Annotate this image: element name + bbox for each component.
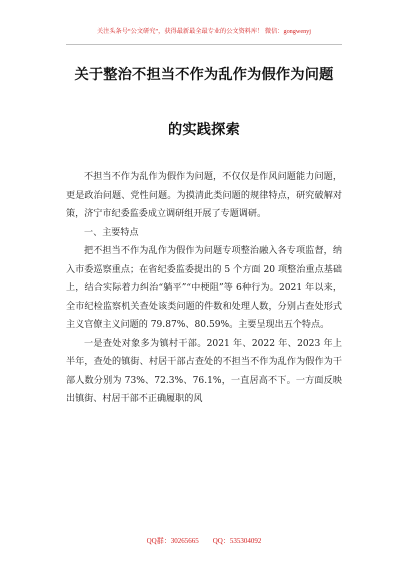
paragraph-intro: 不担当不作为乱作为假作为问题，不仅仅是作风问题能力问题，更是政治问题、党性问题。为摸清此类问题的规律特点，研究破解对策，济宁市纪委监委成立调研组开展了专题调研。 — [66, 172, 342, 219]
paragraph-overview: 把不担当不作为乱作为假作为问题专项整治融入各专项监督，纳入市委巡察重点；在省纪委监委提出的 5 个方面 20 项整治重点基础上，结合实际着力纠治“躺平”“中梗阻”等 6种行为。2021 年以来，全市纪检监察机关查处该类问题的件数和处理人数，分别占查处形式主义官僚主义问题的 79.87%、80.59%。主要呈现出五个特点。 — [66, 246, 342, 330]
document-title-line-2: 的实践探索 — [168, 122, 240, 138]
document-title-line-1: 关于整治不担当不作为乱作为假作为问题 — [74, 67, 334, 83]
header-divider — [66, 44, 342, 45]
header-note: 关注头条号“公文研究”，获得最新最全最专业的公文资料库！ 微信：gongwenyj — [97, 28, 311, 35]
section-heading: 一、主要特点 — [84, 227, 139, 238]
document-body — [66, 168, 342, 409]
footer-contact: QQ群：30265665 QQ：535304092 — [146, 537, 262, 545]
paragraph-feature-1: 一是查处对象多为镇村干部。2021 年、2022 年、2023 年上半年，查处的镇街、村居干部占查处的不担当不作为乱作为假作为干部人数分别为 73%、72.3%、76.1%，一直居高不下。一方面反映出镇街、村居干部不正确履职的风 — [66, 338, 342, 404]
